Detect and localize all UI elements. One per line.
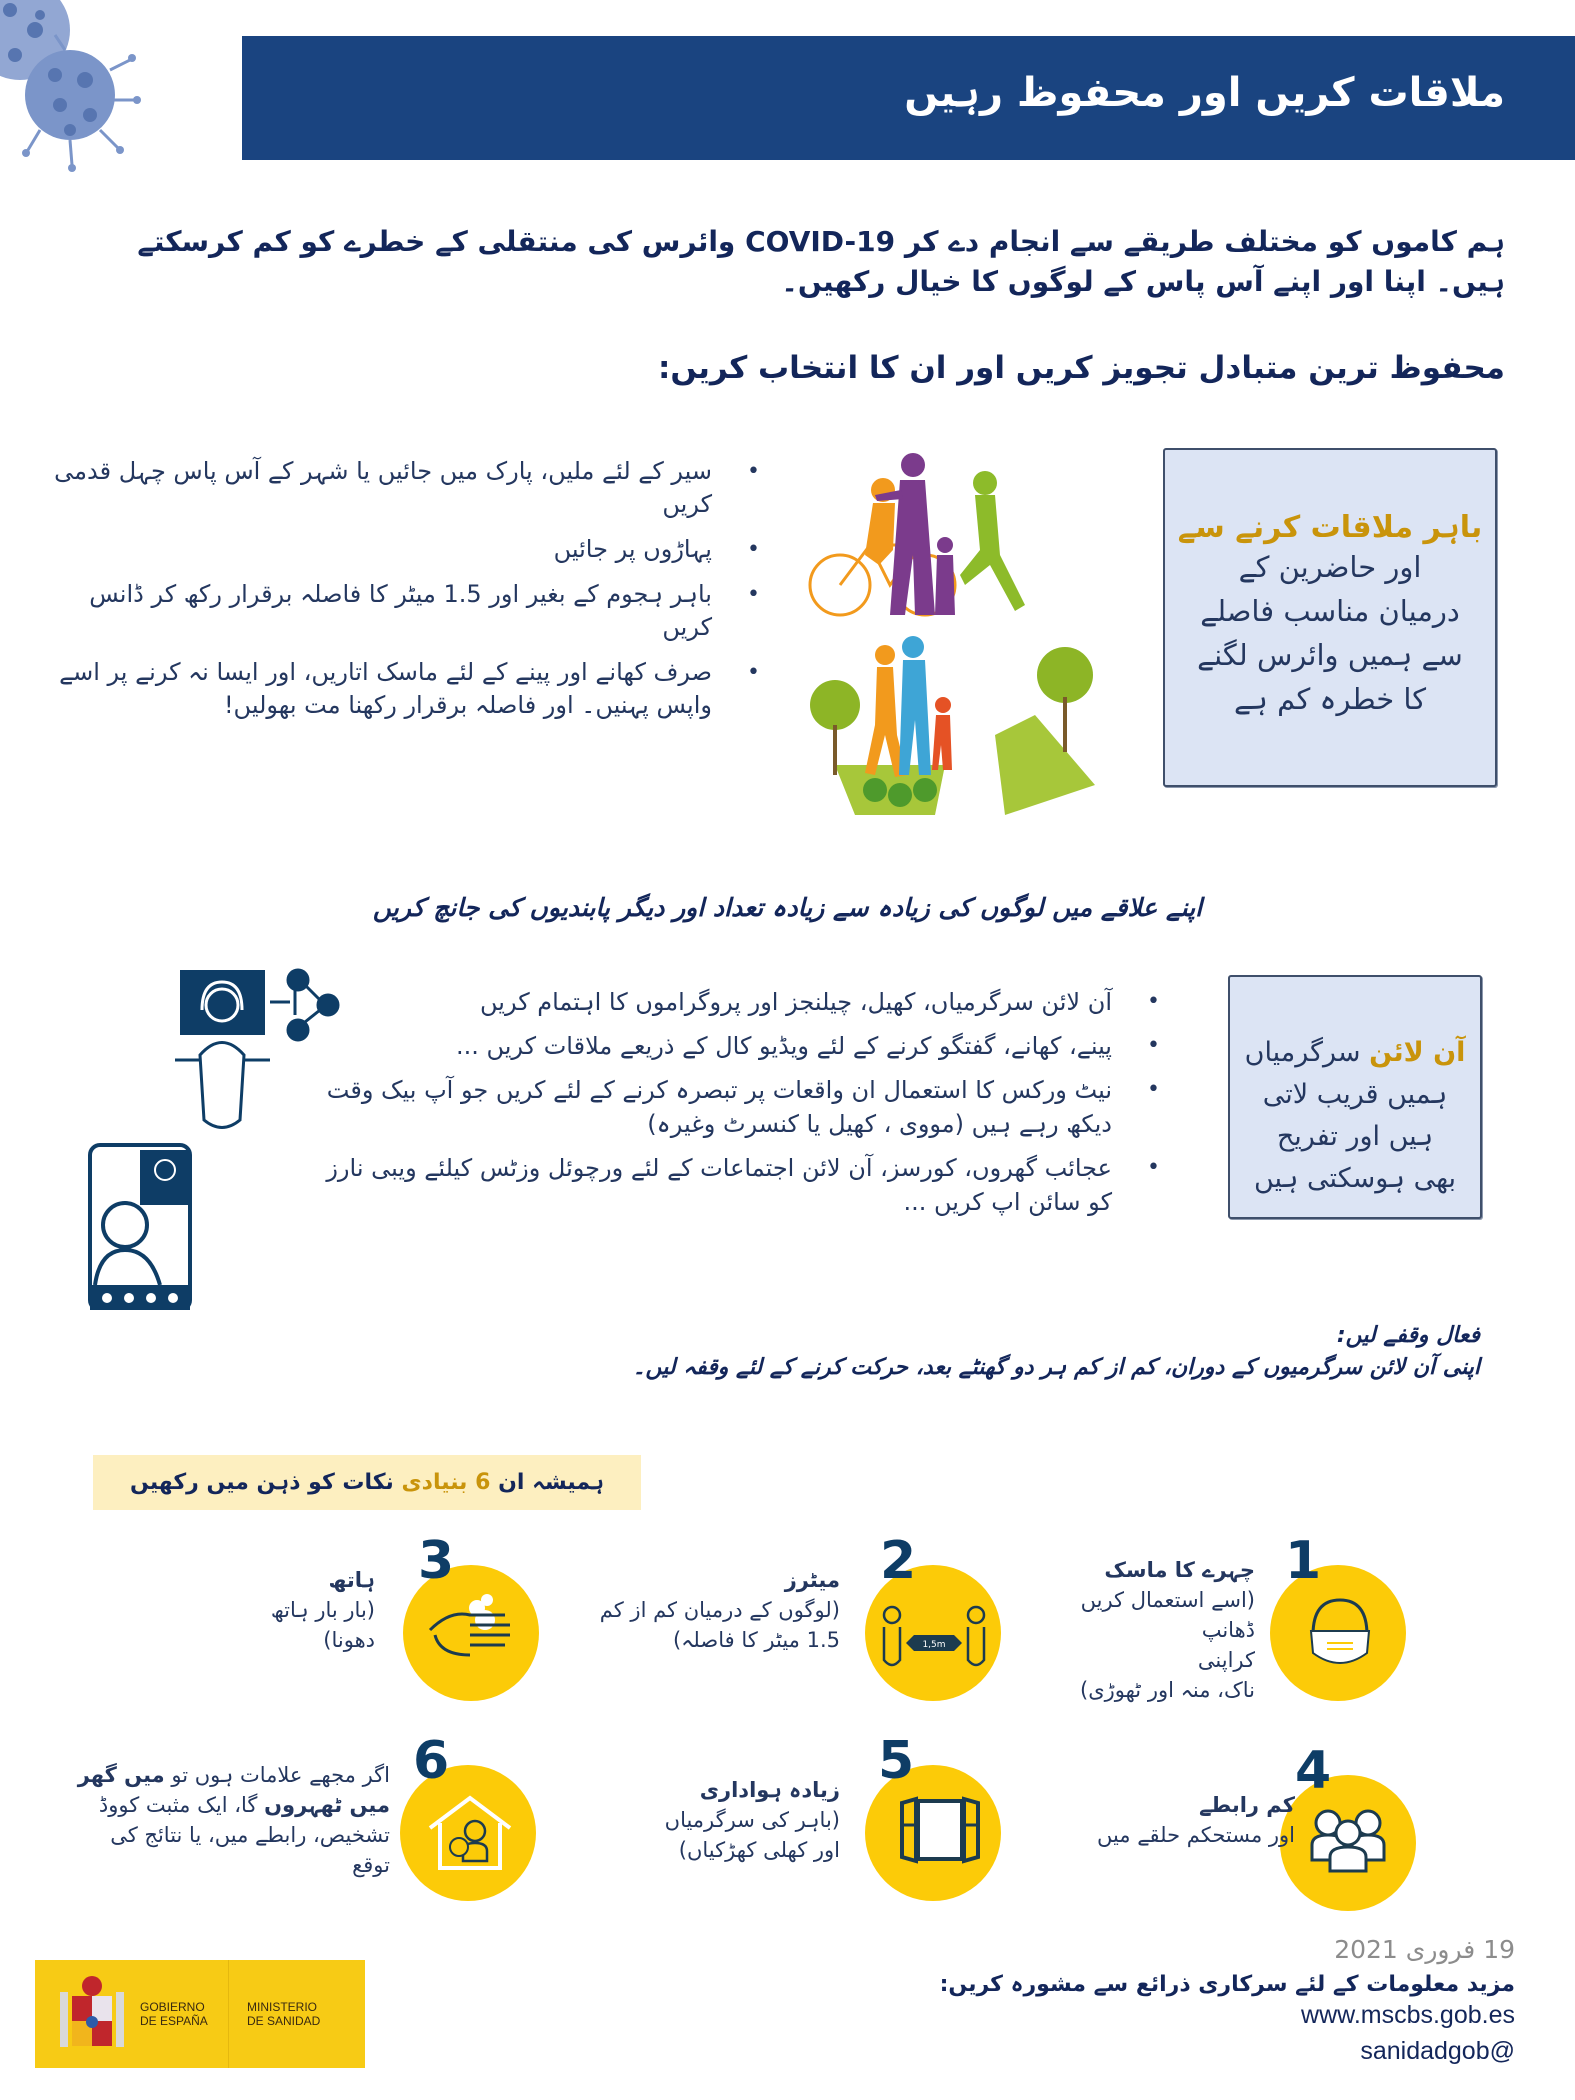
point-number: 6: [413, 1731, 450, 1791]
point-line: (اسے استعمال کریں ڈھانپ: [1080, 1588, 1255, 1642]
point-line: (بار بار ہاتھ: [270, 1598, 375, 1622]
point-bold: میں گھر: [77, 1763, 165, 1787]
list-item: • عجائب گھروں، کورسز، آن لائن اجتماعات کے لئے ورچوئل وزٹس کیلئے ویبی نارز کو سائن اپ کریں ...: [300, 1151, 1170, 1219]
group-icon: [1308, 1805, 1388, 1875]
point-line: کراپنی: [1197, 1648, 1255, 1672]
banner-number: 6: [475, 1470, 491, 1495]
point-line: توقع: [352, 1853, 390, 1877]
logo-text-right: MINISTERIO DE SANIDAD: [247, 2000, 321, 2028]
online-note-box: [1228, 975, 1482, 1219]
point-number: 1: [1285, 1531, 1322, 1591]
title-banner: [242, 36, 1575, 160]
intro-paragraph: ہم کاموں کو مختلف طریقے سے انجام دے کر COVID-19 وائرس کی منتقلی کے خطرے کو کم کرسکتے ہیں۔ اپنا اور اپنے آس پاس کے لوگوں کا خیال رکھیں۔: [137, 225, 1505, 298]
list-item: • صرف کھانے اور پینے کے لئے ماسک اتاریں، اور ایسا نہ کرنے پر اسے واپس پہنیں۔ اور فاصلہ برقرار رکھنا مت بھولیں!: [40, 656, 770, 722]
point-title: میٹرز: [784, 1568, 840, 1592]
website-link[interactable]: www.mscbs.gob.es: [1301, 2001, 1515, 2029]
point-number: 5: [878, 1731, 915, 1791]
point-ventilation: [560, 1731, 1020, 1915]
note-line: ہیں اور تفریح: [1276, 1121, 1434, 1152]
point-title: ہاتھ: [328, 1568, 375, 1592]
online-suggestions-list: [300, 985, 1170, 1229]
point-line: گا، ایک مثبت کووڈ: [98, 1793, 258, 1817]
point-number: 3: [418, 1531, 455, 1591]
list-item: • آن لائن سرگرمیاں، کھیل، چیلنجز اور پروگراموں کا اہتمام کریں: [300, 985, 1170, 1019]
more-info-label: مزید معلومات کے لئے سرکاری ذرائع سے مشورہ کریں:: [939, 1972, 1515, 1997]
point-line: اور مستحکم حلقے میں: [1096, 1823, 1295, 1847]
local-restrictions-heading: اپنے علاقے میں لوگوں کی زیادہ سے زیادہ تعداد اور دیگر پابندیوں کی جانچ کریں: [372, 893, 1203, 922]
note-line: ہمیں قریب لاتی: [1262, 1079, 1448, 1110]
list-item: • باہر ہجوم کے بغیر اور 1.5 میٹر کا فاصلہ برقرار رکھ کر ڈانس کریں: [40, 578, 770, 644]
list-item: • نیٹ ورکس کا استعمال ان واقعات پر تبصرہ کرنے کے لئے کریں جو آپ بیک وقت دیکھ رہے ہیں (مووی ، کھیل یا کنسرٹ وغیرہ): [300, 1073, 1170, 1141]
point-fewer-contacts: [1040, 1741, 1500, 1925]
banner-highlight: بنیادی: [401, 1470, 468, 1495]
note-line: بھی ہوسکتی ہیں: [1253, 1163, 1457, 1194]
social-handle-link[interactable]: sanidadgob@: [1360, 2037, 1515, 2065]
outdoor-suggestions-list: [40, 455, 770, 734]
point-number: 4: [1295, 1741, 1332, 1801]
footer: [940, 1935, 1515, 2069]
point-line: ناک، منہ اور ٹھوڑی): [1080, 1678, 1255, 1702]
point-title: زیادہ ہواداری: [699, 1778, 840, 1802]
note-highlight: باہر ملاقات کرنے سے: [1177, 510, 1483, 545]
note-line: اور حاضرین کے: [1238, 550, 1422, 584]
point-line: (باہر کی سرگرمیاں: [664, 1808, 840, 1832]
point-line: تشخیص، رابطے میں، یا نتائج کی: [110, 1823, 390, 1847]
point-title: چہرے کا ماسک: [1104, 1558, 1255, 1582]
breaks-title: فعال وقفے لیں:: [1336, 1323, 1480, 1348]
logo-text-left: GOBIERNO DE ESPAÑA: [140, 2000, 208, 2028]
page-title: ملاقات کریں اور محفوظ رہیں: [904, 70, 1505, 116]
point-title: کم رابطے: [1199, 1793, 1295, 1817]
publication-date: 19 فروری 2021: [1334, 1935, 1515, 1964]
note-line: کا خطرہ کم ہے: [1233, 682, 1427, 716]
banner-text: نکات کو ذہن میں رکھیں: [130, 1470, 394, 1495]
point-hand-washing: [150, 1531, 610, 1715]
note-line: سرگرمیاں: [1244, 1037, 1361, 1068]
six-points-banner: [93, 1455, 641, 1510]
point-number: 2: [880, 1531, 917, 1591]
headset-user-icon: [175, 970, 270, 1128]
point-line: (لوگوں کے درمیان کم از کم: [599, 1598, 840, 1622]
note-highlight: آن لائن: [1369, 1037, 1466, 1068]
note-line: سے ہمیں وائرس لگنے: [1197, 638, 1463, 672]
smartphone-icon: [90, 1145, 190, 1310]
point-line: 1.5 میٹر کا فاصلہ): [672, 1628, 840, 1652]
point-face-mask: [1040, 1531, 1500, 1715]
svg-text:1,5m: 1,5m: [922, 1640, 946, 1650]
point-line: دھونا): [323, 1628, 375, 1652]
list-item: • پینے، کھانے، گفتگو کرنے کے لئے ویڈیو کال کے ذریعے ملاقات کریں ...: [300, 1029, 1170, 1063]
coat-of-arms-icon: [50, 1972, 135, 2057]
banner-text: ہمیشہ ان: [498, 1470, 604, 1495]
active-breaks-note: [633, 1320, 1480, 1384]
outdoor-note-box: [1163, 448, 1497, 787]
list-item: • پہاڑوں پر جائیں: [40, 533, 770, 566]
breaks-text: اپنی آن لائن سرگرمیوں کے دوران، کم از کم ہر دو گھنٹے بعد، حرکت کرنے کے لئے وقفہ لیں۔: [632, 1355, 1480, 1380]
note-line: درمیان مناسب فاصلے: [1200, 594, 1460, 628]
alternatives-heading: محفوظ ترین متبادل تجویز کریں اور ان کا انتخاب کریں:: [657, 350, 1505, 386]
face-mask-icon: [1305, 1595, 1375, 1675]
virus-decoration-icon: [0, 0, 160, 180]
government-logo: [35, 1960, 365, 2068]
hand-washing-icon: [425, 1590, 515, 1670]
list-item: • سیر کے لئے ملیں، پارک میں جائیں یا شہر کے آس پاس چہل قدمی کریں: [40, 455, 770, 521]
outdoor-family-illustration: [795, 435, 1155, 815]
point-stay-home: [20, 1731, 480, 1915]
stay-home-icon: [425, 1793, 515, 1873]
point-line: اگر مجھے علامات ہوں تو: [171, 1763, 390, 1787]
window-icon: [900, 1795, 980, 1865]
distance-icon: [880, 1605, 990, 1675]
point-distance: [560, 1531, 1020, 1715]
point-line: اور کھلی کھڑکیاں): [678, 1838, 840, 1862]
point-bold: میں ٹھہروں: [264, 1793, 390, 1817]
